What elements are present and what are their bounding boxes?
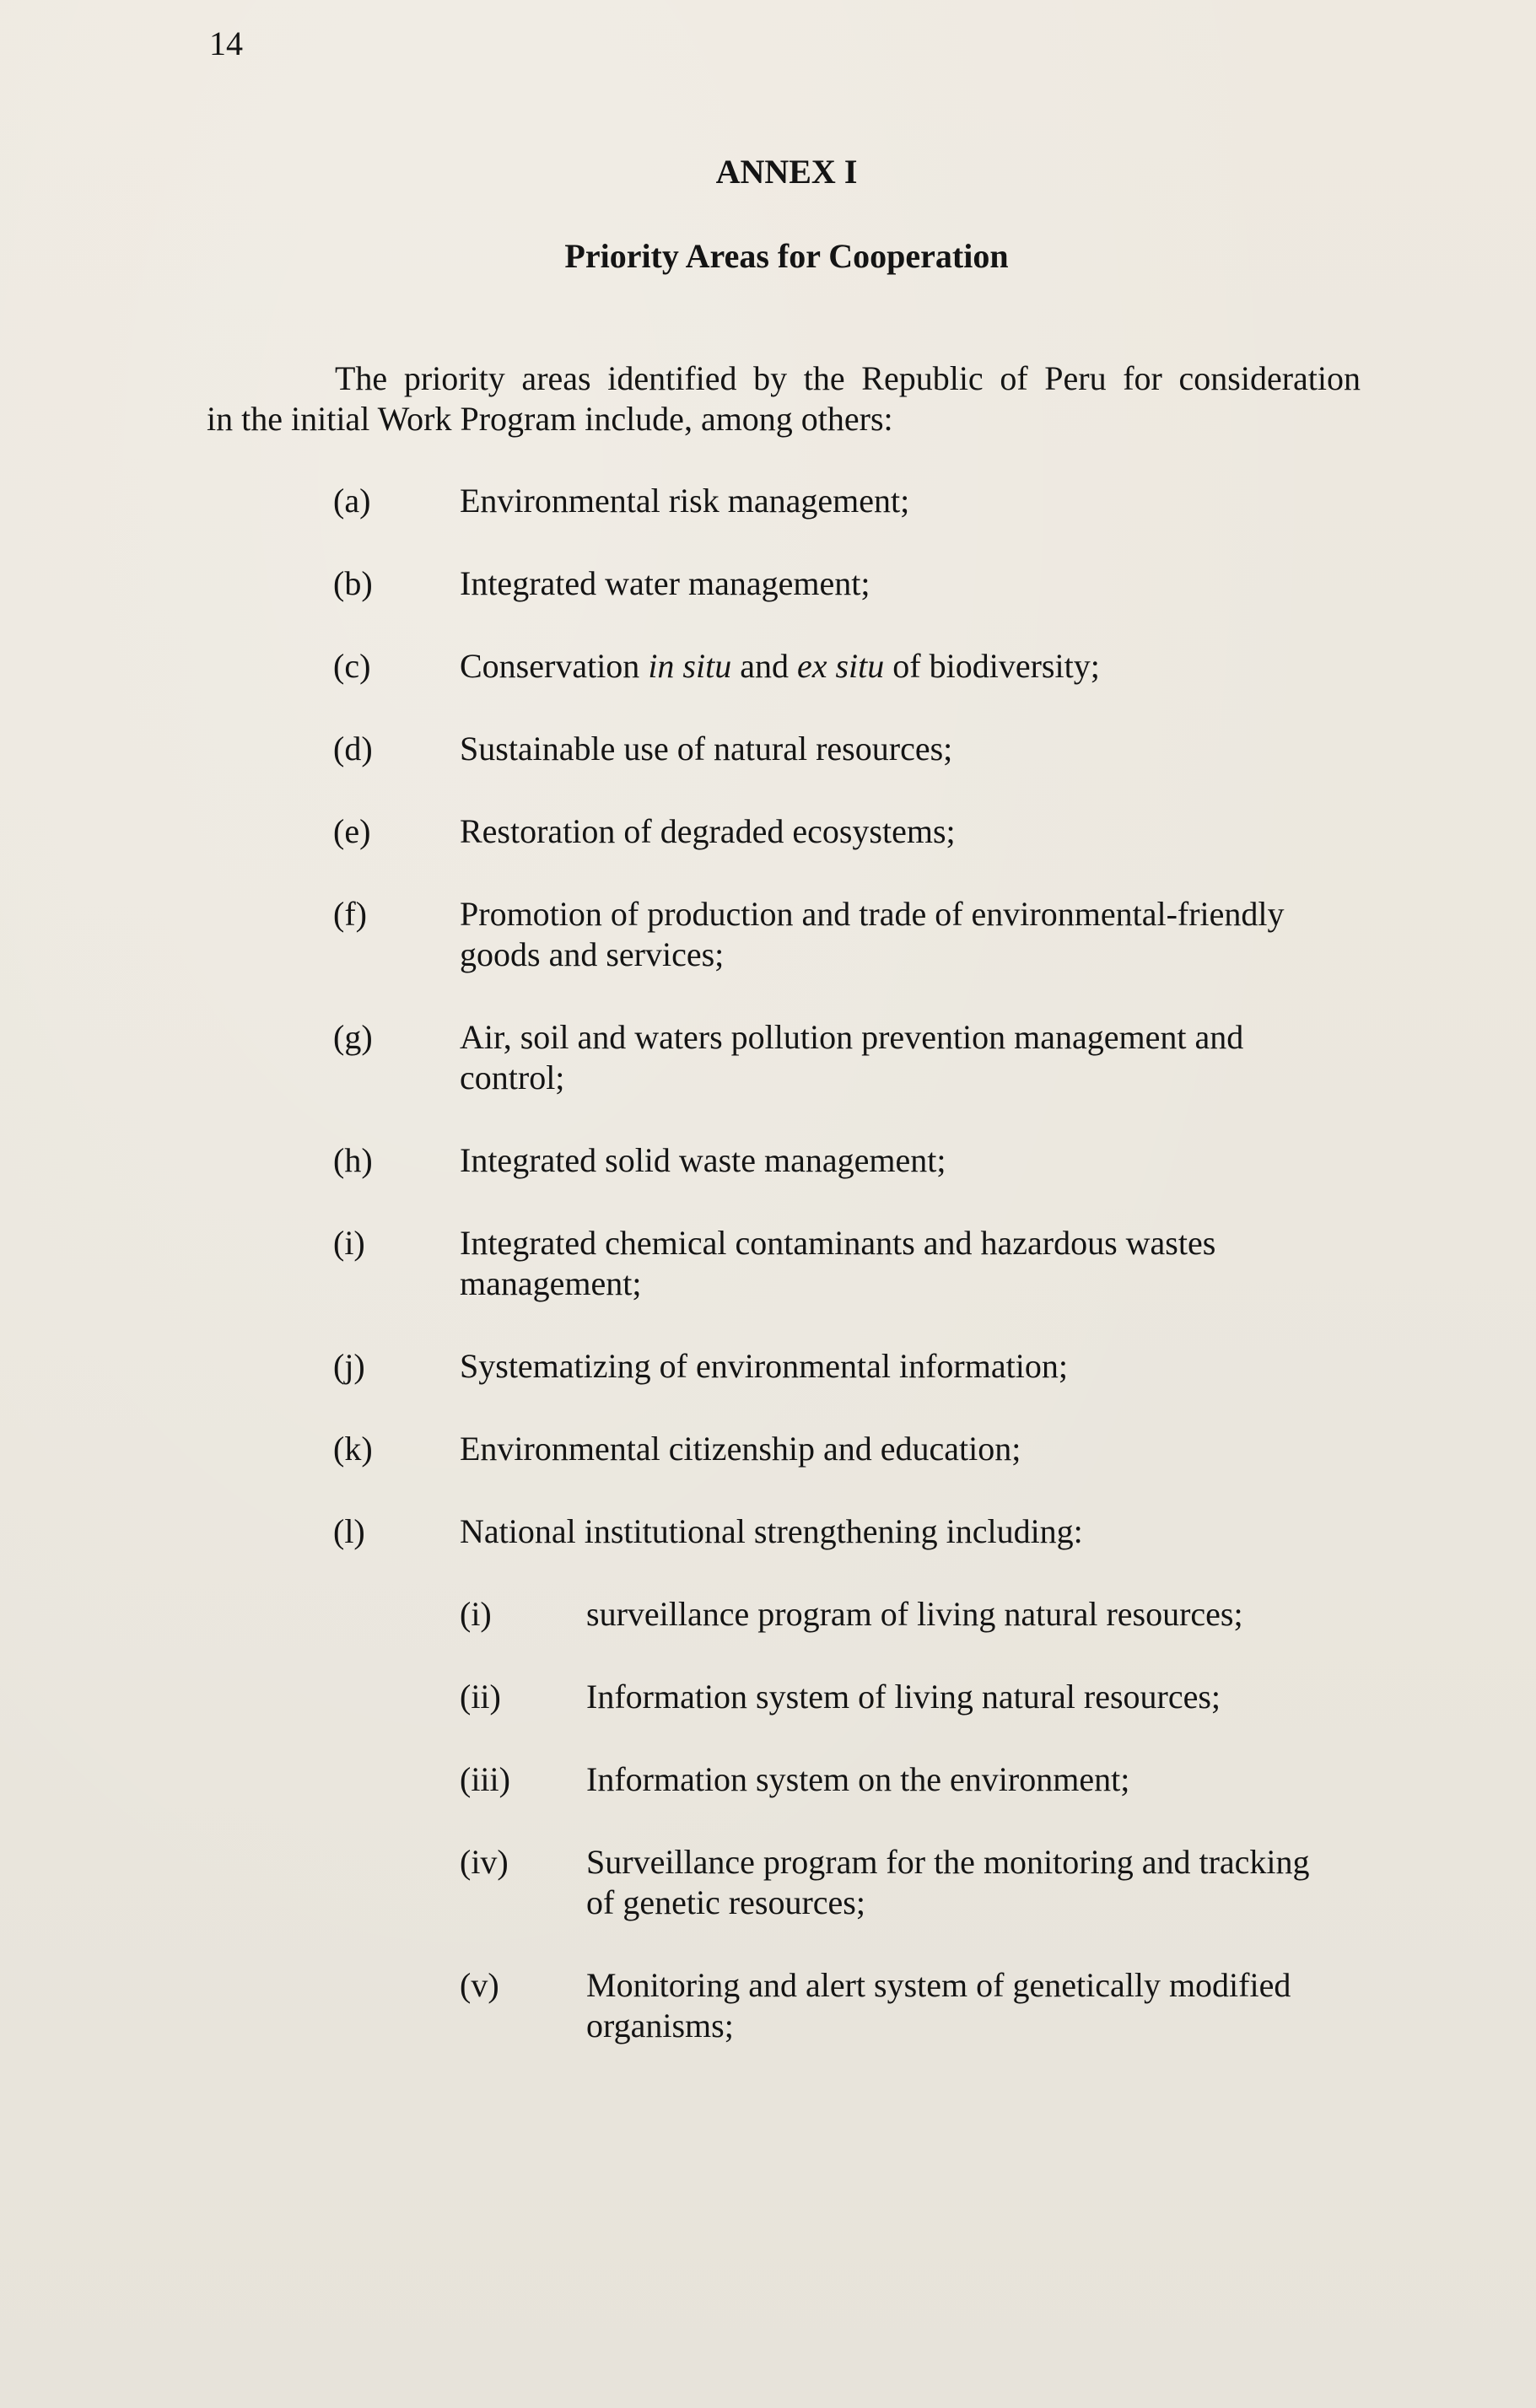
list-item-label: (a) xyxy=(333,482,371,520)
list-item-text: Integrated water management; xyxy=(460,564,870,602)
list-item-label: (e) xyxy=(333,812,371,850)
text-segment: of biodiversity; xyxy=(884,647,1100,685)
intro-paragraph xyxy=(207,358,1361,439)
text-segment: and xyxy=(731,647,797,685)
list-item-text xyxy=(460,894,1371,975)
list-item-text: Systematizing of environmental information; xyxy=(460,1347,1068,1385)
text-line: Surveillance program for the monitoring and tracking xyxy=(586,1843,1310,1881)
list-item-text: Restoration of degraded ecosystems; xyxy=(460,812,956,850)
list-item-text: Environmental citizenship and education; xyxy=(460,1430,1021,1468)
sub-list-item-label: (i) xyxy=(460,1595,492,1633)
list-item-label: (c) xyxy=(333,647,371,685)
annex-title: ANNEX I xyxy=(715,153,858,191)
text-line: of genetic resources; xyxy=(586,1883,865,1921)
text-line: Integrated chemical contaminants and hazardous wastes xyxy=(460,1224,1216,1262)
list-item-text: Integrated solid waste management; xyxy=(460,1141,946,1179)
sub-list-item-text: Information system of living natural resources; xyxy=(586,1678,1221,1716)
list-item-label: (f) xyxy=(333,895,367,933)
annex-subtitle: Priority Areas for Cooperation xyxy=(564,237,1009,275)
text-line: Air, soil and waters pollution prevention management and xyxy=(460,1018,1244,1056)
italic-term-ex-situ: ex situ xyxy=(796,647,885,685)
sub-list-item-label: (iv) xyxy=(460,1843,509,1881)
list-item-text: Sustainable use of natural resources; xyxy=(460,730,953,768)
italic-term-in-situ: in situ xyxy=(648,647,732,685)
list-item-label: (b) xyxy=(333,564,373,602)
page-number: 14 xyxy=(209,24,243,62)
intro-line-2: in the initial Work Program include, among others: xyxy=(207,400,893,438)
list-item-text: Environmental risk management; xyxy=(460,482,910,520)
list-item-label: (j) xyxy=(333,1347,365,1385)
list-item-label: (g) xyxy=(333,1018,373,1056)
sub-list-item-label: (iii) xyxy=(460,1760,510,1798)
sub-list-item-text: Information system on the environment; xyxy=(586,1760,1130,1798)
sub-list-item-text: surveillance program of living natural resources; xyxy=(586,1595,1243,1633)
list-item-text xyxy=(460,1017,1371,1098)
sub-list-item-text xyxy=(586,1842,1396,1923)
text-segment: Conservation xyxy=(460,647,649,685)
text-line: management; xyxy=(460,1264,642,1302)
list-item-label: (k) xyxy=(333,1430,373,1468)
sub-list-item-label: (ii) xyxy=(460,1678,501,1716)
list-item-label: (h) xyxy=(333,1141,373,1179)
text-line: Monitoring and alert system of genetically modified xyxy=(586,1966,1291,2004)
sub-list-item-text xyxy=(586,1965,1396,2046)
list-item-text xyxy=(460,646,1371,687)
text-line: goods and services; xyxy=(460,935,725,973)
text-line: Promotion of production and trade of environmental-friendly xyxy=(460,895,1285,933)
list-item-text xyxy=(460,1223,1371,1304)
text-line: organisms; xyxy=(586,2007,734,2044)
text-line: control; xyxy=(460,1059,565,1096)
sub-list-item-label: (v) xyxy=(460,1966,499,2004)
list-item-label: (i) xyxy=(333,1224,365,1262)
list-item-text: National institutional strengthening including: xyxy=(460,1512,1083,1550)
list-item-label: (d) xyxy=(333,730,373,768)
list-item-label: (l) xyxy=(333,1512,365,1550)
intro-line-1: The priority areas identified by the Republic of Peru for consideration xyxy=(335,359,1361,397)
